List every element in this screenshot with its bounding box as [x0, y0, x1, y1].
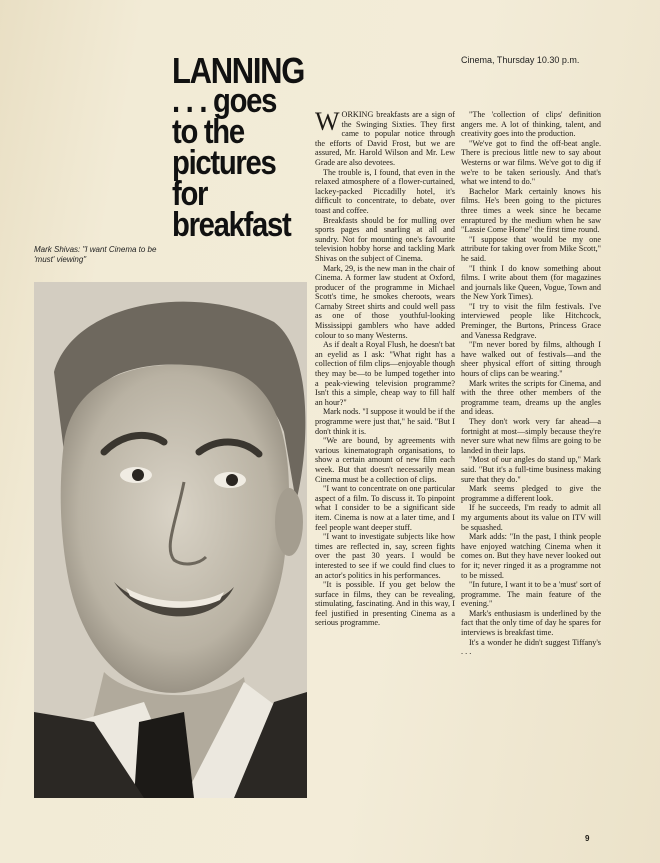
article-paragraph: "We've got to find the off-beat angle. There is precious little new to say about Westerns or war films. We've got to dig if we're to be taken seriously. And that's what we intend to do." — [461, 138, 601, 187]
headline — [172, 50, 305, 244]
article-paragraph: Mark adds: "In the past, I think people have enjoyed watching Cinema when it comes on. But they have never looked out for it; never ringed it as a programme not to be missed. — [461, 532, 601, 580]
article-paragraph: "The 'collection of clips' definition angers me. A lot of thinking, talent, and creativity goes into the production. — [461, 110, 601, 139]
article-paragraph — [315, 107, 455, 168]
article-paragraph: It's a wonder he didn't suggest Tiffany's . . . — [461, 637, 601, 657]
article-paragraph: Mark, 29, is the new man in the chair of Cinema. A former law student at Oxford, producer of the programme in Michael Scott's time, he smokes cheroots, wears Carnaby Street shirts and could well pass as one of those youthful-looking Mississippi gamblers who have added colour to so many Westerns. — [315, 263, 455, 340]
article-paragraph: "We are bound, by agreements with various kinematograph organisations, to show a certain amount of new film each week. But that doesn't necessarily mean Cinema must be a collection of clips. — [315, 436, 455, 484]
article-paragraph: As if dealt a Royal Flush, he doesn't bat an eyelid as I ask: "What right has a collection of film clips—enjoyable though they may be—to be lumped together into a peak-viewing television programme? Isn't this a simple, cheap way to fill half an hour?" — [315, 340, 455, 407]
portrait-photo — [34, 282, 307, 798]
article-paragraph: "I suppose that would be my one attribute for taking over from Mike Scott," he said. — [461, 234, 601, 263]
article-paragraph: If he succeeds, I'm ready to admit all my arguments about its value on ITV will be squashed. — [461, 503, 601, 532]
article-paragraph: The trouble is, I found, that even in the relaxed atmosphere of a flower-curtained, lackey-packed Piccadilly hotel, it's difficult to concentrate, to debate, over toast and coffee. — [315, 167, 455, 215]
article-paragraph: "In future, I want it to be a 'must' sort of programme. The main feature of the evening." — [461, 580, 601, 609]
page-number: 9 — [585, 834, 590, 843]
article-paragraph: "I think I do know something about films. I write about them (for magazines and journals like Queen, Vogue, Town and the New York Times). — [461, 263, 601, 302]
headline-line: breakfast — [172, 206, 291, 244]
headline-line: for — [172, 175, 208, 213]
article-paragraph: Bachelor Mark certainly knows his films. He's been going to the pictures three times a week since he became enraptured by the medium when he saw "Lassie Come Home" the first time round. — [461, 186, 601, 235]
article-paragraph: They don't work very far ahead—a fortnight at most—simply because they're never sure what new films are going to be landed in their laps. — [461, 417, 601, 455]
article-paragraph: Mark seems pledged to give the programme a different look. — [461, 484, 601, 503]
paragraph-text: ORKING breakfasts are a sign of the Swinging Sixties. They first came to popular notice through the efforts of David Frost, but we are assured, Mr. Harold Wilson and Mr. Lew Grade are also devotees. — [315, 110, 455, 167]
programme-time: Cinema, Thursday 10.30 p.m. — [461, 55, 580, 65]
article-paragraph: Breakfasts should be for mulling over sports pages and snarling at all and sundry. Not for mounting one's favourite television hobby horse and tackling Mark Shivas on the subject of Cinema. — [315, 215, 455, 263]
article-column-1 — [315, 107, 455, 628]
photo-caption: Mark Shivas: "I want Cinema to be 'must' viewing" — [34, 245, 157, 264]
headline-line: pictures — [172, 144, 276, 182]
drop-cap: W — [315, 107, 340, 136]
headline-line: to the — [172, 113, 244, 151]
portrait-illustration — [34, 282, 307, 798]
article-paragraph: Mark writes the scripts for Cinema, and with the three other members of the programme team, dreams up the angles and ideas. — [461, 378, 601, 417]
article-paragraph: "I want to investigate subjects like how times are reflected in, say, screen fights over the past 30 years. I would be interested to see if we could find clues to an actor's politics in his performances. — [315, 532, 455, 580]
headline-line: LANNING — [172, 50, 305, 91]
article-paragraph: Mark nods. "I suppose it would be if the programme were just that," he said. "But I don't think it is. — [315, 407, 455, 436]
article-paragraph: "I'm never bored by films, although I have walked out of festivals—and the sheer physical effort of sitting through hours of clips can be wearing." — [461, 340, 601, 379]
article-paragraph: "I try to visit the film festivals. I've interviewed people like Hitchcock, Preminger, the Burtons, Princess Grace and Vanessa Redgrave. — [461, 301, 601, 340]
headline-line: . . . goes — [172, 82, 277, 120]
article-paragraph: "I want to concentrate on one particular aspect of a film. To discuss it. To pinpoint what I consider to be a significant side item. Cinema is now at a later time, and I feel people want deeper stuff. — [315, 484, 455, 532]
article-column-2 — [461, 110, 601, 657]
article-paragraph: Mark's enthusiasm is underlined by the fact that the only time of day he spares for interviews is breakfast time. — [461, 608, 601, 638]
article-paragraph: "It is possible. If you get below the surface in films, they can be revealing, stimulating, fascinating. And in this way, I feel justified in presenting Cinema as a serious programme. — [315, 580, 455, 628]
article-paragraph: "Most of our angles do stand up," Mark said. "But it's a full-time business making sure that they do." — [461, 455, 601, 484]
